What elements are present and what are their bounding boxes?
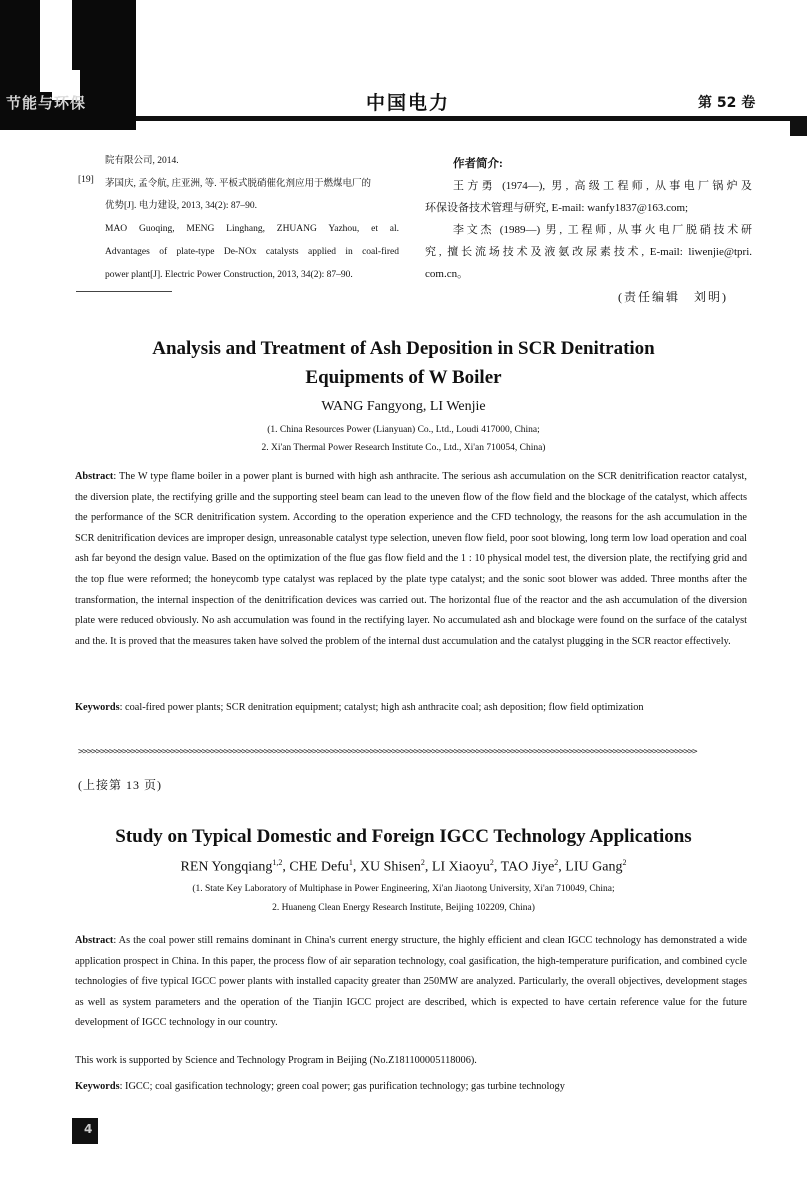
author-bio-line: 究, 擅长流场技术及液氨改尿素技术, E-mail: liwenjie@tpri. [425, 246, 752, 258]
article2-affiliation: 2. Huaneng Clean Energy Research Institute, Beijing 102209, China) [272, 903, 535, 913]
reference-number: [19] [78, 175, 94, 185]
journal-title: 中国电力 [366, 92, 451, 114]
abstract-text: : As the coal power still remains dominant in China's current energy structure, the highly efficient and clean IGCC technology has demonstrated a wide application prospect in China. In this paper, the process flow of air separation technology, coal gasification, the high-temperature purification, and combined cycle technologies of five typical IGCC power plants with installed capacity greater than 250MW are analyzed. Particularly, the overall objectives, development stages as well as system parameters and the operation of the Tianjin IGCC project are described, which is expected to have certain reference value for the future development of IGCC technology in our country. [75, 935, 747, 1029]
reference-line: MAO Guoqing, MENG Linghang, ZHUANG Yazhou, et al. [105, 224, 399, 234]
article2-affiliation: (1. State Key Laboratory of Multiphase in Power Engineering, Xi'an Jiaotong University, Xi'an 710049, China; [192, 884, 615, 894]
article2-abstract [75, 931, 747, 1034]
reference-continued: 院有限公司, 2014. [105, 156, 179, 166]
author-bio-line: com.cn。 [425, 268, 469, 280]
continued-from-label: (上接第 13 页) [78, 778, 162, 792]
article1-title: Equipments of W Boiler [305, 367, 502, 388]
article1-affiliation: (1. China Resources Power (Lianyuan) Co., Ltd., Loudi 417000, China; [267, 425, 540, 435]
abstract-label: Abstract [75, 935, 114, 946]
article1-keywords [75, 698, 747, 719]
funding-note: This work is supported by Science and Technology Program in Beijing (No.Z181100005118006). [75, 1055, 477, 1066]
author-bio-title: 作者简介: [453, 158, 503, 170]
article2-keywords [75, 1077, 747, 1098]
article1-authors: WANG Fangyong, LI Wenjie [321, 399, 486, 414]
keywords-label: Keywords [75, 1081, 120, 1092]
author-bio-line: 王方勇 (1974—), 男, 高级工程师, 从事电厂锅炉及 [453, 180, 752, 192]
header-rule [136, 116, 807, 121]
article1-abstract [75, 467, 747, 652]
author-bio-line: 环保设备技术管理与研究, E-mail: wanfy1837@163.com; [425, 202, 689, 214]
reference-line: 茅国庆, 孟令航, 庄亚洲, 等. 平板式脱硝催化剂应用于燃煤电厂的 [105, 179, 372, 189]
header-rule-end [790, 116, 807, 136]
reference-line: 优势[J]. 电力建设, 2013, 34(2): 87–90. [105, 201, 257, 211]
responsible-editor: (责任编辑 刘明) [618, 290, 728, 304]
article1-title: Analysis and Treatment of Ash Deposition in SCR Denitration [152, 338, 655, 359]
keywords-text: : coal-fired power plants; SCR denitration equipment; catalyst; high ash anthracite coal; ash deposition; flow field optimization [119, 702, 644, 713]
page-number: 4 [84, 1122, 93, 1136]
reference-rule [76, 291, 172, 292]
abstract-text: : The W type flame boiler in a power plant is burned with high ash anthracite. The serious ash accumulation on the SCR denitrification reactor catalyst, the diversion plate, the rectifying grille and the supporting steel beam can lead to the uneven flow of the flow field and the blockage of the catalyst, which affects the performance of the SCR denitrification system. According to the operation experience and the CFD technology, the reasons for the ash accumulation in the SCR denitrification devices are improper design, unreasonable catalyst type selection, uneven flow field, poor soot blowing, long term low load operation and coal ash far beyond the design value. Based on the optimization of the flue gas flow field and the 1 : 10 physical model test, the diversion plate, the rectifying grid and the top flue were reformed; the honeycomb type catalyst was replaced by the plate type catalyst; and the sonic soot blower was added. Three months after the transformation, the internal inspection of the denitrification devices was carried out. The horizontal flue of the reactor and the ash accumulation of the diversion plate were reduced obviously. No ash accumulation was found in the rectifying layer. No accumulated ash and blockage were found on the surface of the catalyst and the. It is proved that the measures taken have solved the problem of the internal dust accumulation and the catalyst plugging in the SCR reactor effectively. [75, 471, 747, 647]
keywords-label: Keywords [75, 702, 120, 713]
page-number-block [72, 1118, 98, 1144]
article2-title: Study on Typical Domestic and Foreign IGCC Technology Applications [115, 826, 692, 847]
reference-line: power plant[J]. Electric Power Construction, 2013, 34(2): 87–90. [105, 270, 353, 280]
decorative-divider: >>>>>>>>>>>>>>>>>>>>>>>>>>>>>>>>>>>>>>>>>>>>>>>>>>>>>>>>>>>>>>>>>>>>>>>>>>>>>>>>>>>>>>>>>>>>>>>>>>>>>>>>>>>>>>>>>>>>>>>>>>>>>>>>>>>>>>>>>>>> [78, 747, 697, 757]
article1-affiliation: 2. Xi'an Thermal Power Research Institute Co., Ltd., Xi'an 710054, China) [261, 443, 546, 453]
author-bio-line: 李文杰 (1989—) 男, 工程师, 从事火电厂脱硝技术研 [453, 224, 752, 236]
section-label: 节能与环保 [6, 94, 87, 112]
keywords-text: : IGCC; coal gasification technology; green coal power; gas purification technology; gas turbine technology [119, 1081, 565, 1092]
article2-authors: REN Yongqiang$^{1,2}$, CHE Defu$^1$, XU Shisen$^2$, LI Xiaoyu$^2$, TAO Jiye$^2$, LIU Gang$^2$ [180, 858, 627, 875]
volume-label: 第 52 卷 [698, 95, 756, 111]
abstract-label: Abstract [75, 471, 114, 482]
reference-line: Advantages of plate-type De-NOx catalysts applied in coal-fired [105, 247, 399, 257]
